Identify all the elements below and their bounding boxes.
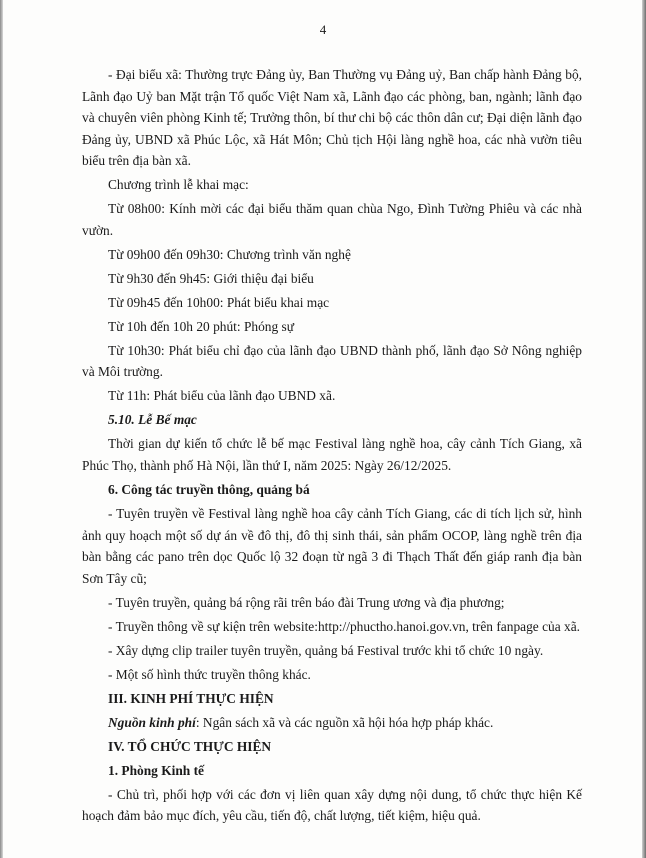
delegates-paragraph: - Đại biểu xã: Thường trực Đảng ủy, Ban Thường vụ Đảng uỷ, Ban chấp hành Đảng bộ, Lãnh đạo Uỷ ban Mặt trận Tổ quốc Việt Nam xã, Lãnh đạo các phòng, ban, ngành; lãnh đạo và chuyên viên phòng Kinh tế; Trưởng thôn, bí thư chi bộ các thôn dân cư; Đại diện lãnh đạo Đảng ủy, UBND xã Phúc Lộc, xã Hát Môn; Chủ tịch Hội làng nghề hoa, các nhà vườn tiêu biểu trên địa bàn xã.	[82, 67, 582, 169]
scan-edge-left	[0, 0, 3, 858]
schedule-item: Từ 09h00 đến 09h30: Chương trình văn nghệ	[108, 246, 351, 262]
section-heading-communication: 6. Công tác truyền thông, quảng bá	[108, 481, 310, 497]
schedule-item: Từ 08h00: Kính mời các đại biểu thăm quan chùa Ngo, Đình Tường Phiêu và các nhà vườn.	[82, 201, 582, 238]
communication-item: - Tuyên truyền về Festival làng nghề hoa cây cảnh Tích Giang, các di tích lịch sử, hình ảnh quy hoạch một số dự án về đô thị, đô thị sinh thái, sản phẩm OCOP, làng nghề trên địa bàn bằng các pano trên dọc Quốc lộ 32 đoạn từ ngã 3 đi Thạch Thất đến giáp ranh địa bàn Sơn Tây cũ;	[82, 505, 582, 586]
schedule-item: Từ 11h: Phát biểu của lãnh đạo UBND xã.	[108, 388, 336, 404]
communication-item: - Tuyên truyền, quảng bá rộng rãi trên báo đài Trung ương và địa phương;	[108, 594, 505, 610]
document-body	[82, 64, 582, 827]
schedule-item: Từ 10h đến 10h 20 phút: Phóng sự	[108, 318, 294, 334]
funding-text: : Ngân sách xã và các nguồn xã hội hóa hợp pháp khác.	[195, 714, 494, 730]
communication-item: - Một số hình thức truyền thông khác.	[108, 666, 311, 682]
section-heading-implementation: IV. TỔ CHỨC THỰC HIỆN	[108, 738, 272, 754]
closing-paragraph: Thời gian dự kiến tổ chức lễ bế mạc Festival làng nghề hoa, cây cảnh Tích Giang, xã Phúc Thọ, thành phố Hà Nội, lần thứ I, năm 2025: Ngày 26/12/2025.	[82, 436, 582, 473]
schedule-item: Từ 09h45 đến 10h00: Phát biểu khai mạc	[108, 294, 330, 310]
funding-paragraph	[82, 712, 582, 734]
economy-paragraph: - Chủ trì, phối hợp với các đơn vị liên quan xây dựng nội dung, tổ chức thực hiện Kế hoạch đảm bảo mục đích, yêu cầu, tiến độ, chất lượng, tiết kiệm, hiệu quả.	[82, 786, 582, 824]
program-heading: Chương trình lễ khai mạc:	[108, 177, 249, 193]
communication-item: - Xây dựng clip trailer tuyên truyền, quảng bá Festival trước khi tổ chức 10 ngày.	[108, 642, 544, 658]
section-heading-funding: III. KINH PHÍ THỰC HIỆN	[108, 690, 274, 706]
funding-label: Nguồn kinh phí	[108, 714, 196, 730]
schedule-item: Từ 10h30: Phát biểu chỉ đạo của lãnh đạo UBND thành phố, lãnh đạo Sở Nông nghiệp và Môi trường.	[82, 342, 582, 380]
page-number: 4	[319, 22, 327, 37]
scan-edge-right	[642, 0, 646, 858]
subsection-heading-economy: 1. Phòng Kinh tế	[108, 762, 204, 778]
communication-item: - Truyền thông về sự kiện trên website:http://phuctho.hanoi.gov.vn, trên fanpage của xã.	[108, 618, 580, 634]
section-heading-closing: 5.10. Lễ Bế mạc	[108, 412, 197, 428]
schedule-item: Từ 9h30 đến 9h45: Giới thiệu đại biểu	[108, 270, 314, 286]
